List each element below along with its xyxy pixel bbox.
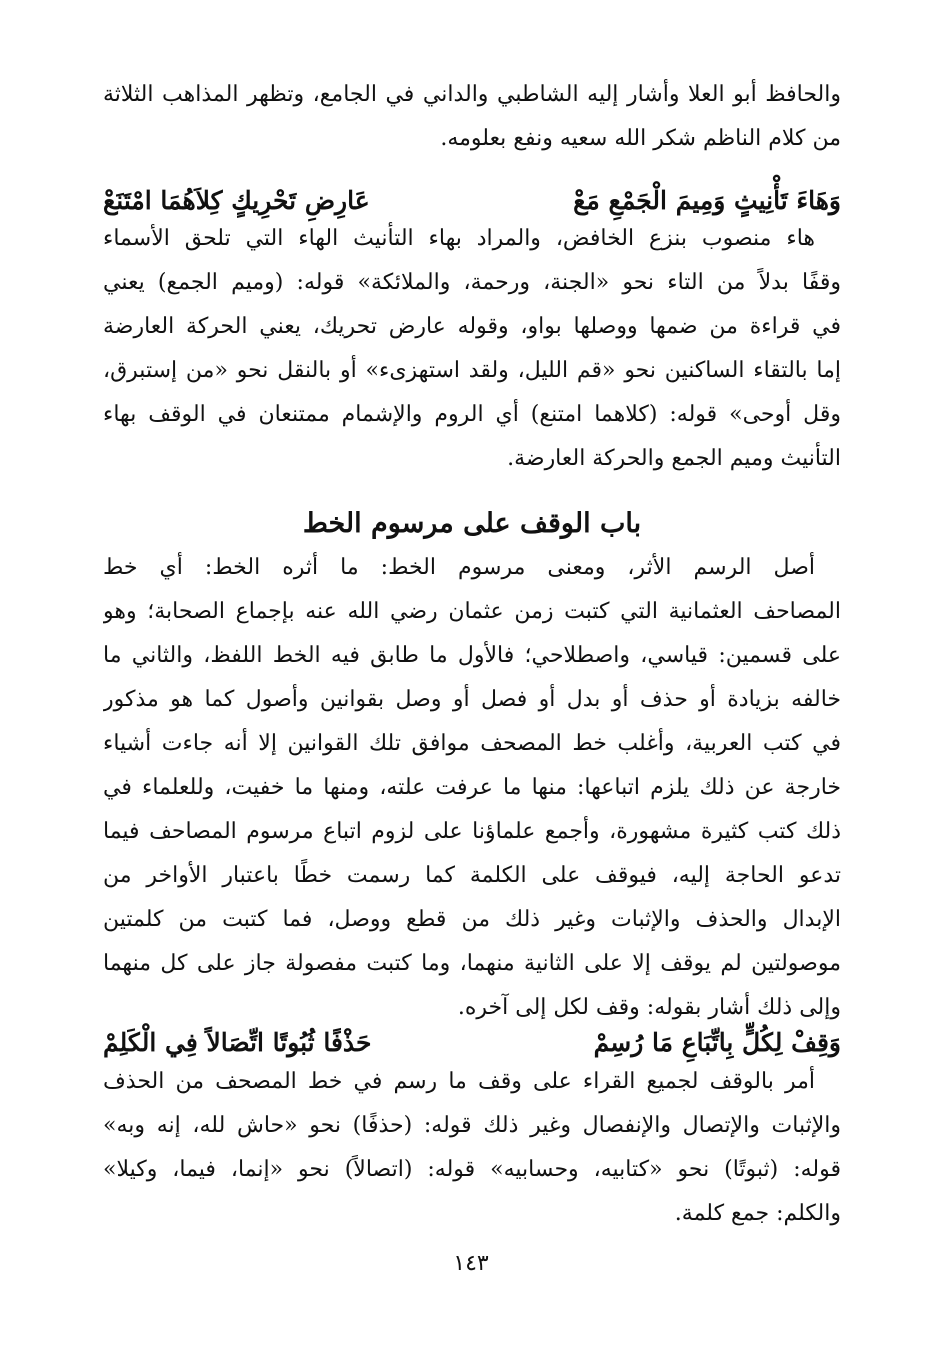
text-line: موصولتين لم يوقف إلا على الثانية منهما، وما كتبت مفصولة جاز على كل منهما: [103, 951, 841, 976]
text-line: على قسمين: قياسي، واصطلاحي؛ فالأول ما طابق فيه الخط اللفظ، والثاني ما: [103, 643, 841, 668]
text-line: والإثبات والإتصال والإنفصال وغير ذلك قوله: (حذفًا) نحو «حاش لله، إنه وبه»: [103, 1113, 841, 1138]
text-line: في كتب العربية، وأغلب خط المصحف موافق تلك القوانين إلا أنه جاءت أشياء: [103, 731, 841, 756]
text-line: والحافظ أبو العلا وأشار إليه الشاطبي والداني في الجامع، وتظهر المذاهب الثلاثة: [103, 82, 841, 107]
text-line: من كلام الناظم شكر الله سعيه ونفع بعلومه.: [440, 126, 841, 151]
text-line: أصل الرسم الأثر، ومعنى مرسوم الخط: ما أثره الخط: أي خط: [103, 555, 815, 580]
text-line: وقل أوحى» قوله: (كلاهما امتنع) أي الروم والإشمام ممتنعان في الوقف بهاء: [103, 402, 841, 427]
text-line: هاء منصوب بنزع الخافض، والمراد بهاء التأنيث الهاء التي تلحق الأسماء: [103, 226, 815, 251]
text-line: أمر بالوقف لجميع القراء على وقف ما رسم في خط المصحف من الحذف: [103, 1069, 815, 1094]
text-line: وإلى ذلك أشار بقوله: وقف لكل إلى آخره.: [457, 995, 841, 1020]
text-line: التأنيث وميم الجمع والحركة العارضة.: [507, 446, 841, 471]
text-line: قوله: (ثبوتًا) نحو «كتابيه، وحسابيه» قوله: (اتصالاً) نحو «إنما، فيما، وكيلا»: [103, 1157, 841, 1182]
text-line: وقفًا بدلاً من التاء نحو «الجنة، ورحمة، والملائكة» قوله: (وميم الجمع) يعني: [103, 270, 841, 295]
paragraph-3: [103, 546, 841, 1030]
text-line: الإبدال والحذف والإثبات وغير ذلك من قطع ووصل، فما كتبت من كلمتين: [103, 907, 841, 932]
text-line: المصاحف العثمانية التي كتبت زمن عثمان رضي الله عنه بإجماع الصحابة؛ وهو: [103, 599, 841, 624]
section-heading: باب الوقف على مرسوم الخط: [302, 508, 642, 539]
paragraph-2: [103, 217, 841, 481]
top-paragraph: [103, 73, 841, 161]
text-line: ذلك كتب كثيرة مشهورة، وأجمع علماؤنا على لزوم اتباع مرسوم المصاحف فيما: [103, 819, 841, 844]
text-line: في قراءة من ضمها ووصلها بواو، وقوله عارض تحريك، يعني الحركة العارضة: [103, 314, 841, 339]
text-line: تدعو الحاجة إليه، فيوقف على الكلمة كما رسمت خطًا باعتبار الأواخر من: [103, 863, 841, 888]
verse-1-first-hemistich: وَهَاءَ تَأْنِيثٍ وَمِيمَ الْجَمْعِ مَعْ: [573, 186, 841, 215]
verse-1-second-hemistich: عَارِضِ تَحْرِيكٍ كِلاَهُمَا امْتَنَعْ: [103, 186, 370, 215]
paragraph-4: [103, 1060, 841, 1236]
text-line: خارجة عن ذلك يلزم اتباعها: منها ما عرفت علته، ومنها ما خفيت، وللعلماء في: [103, 775, 841, 800]
text-line: والكلم: جمع كلمة.: [674, 1201, 841, 1226]
text-line: خالفه بزيادة أو حذف أو بدل أو فصل أو وصل بقوانين وأصول كما هو مذكور: [103, 687, 841, 712]
page-number: ١٤٣: [453, 1251, 489, 1276]
verse-2-second-hemistich: حَذْفًا ثُبُوتًا اتِّصَالاً فِي الْكَلِمْ: [103, 1028, 372, 1057]
text-line: إما بالتقاء الساكنين نحو «قم الليل، ولقد استهزىء» أو بالنقل نحو «من إستبرق،: [103, 358, 841, 383]
verse-2-first-hemistich: وَقِفْ لِكُلٍّ بِاتِّبَاعِ مَا رُسِمْ: [593, 1028, 841, 1057]
